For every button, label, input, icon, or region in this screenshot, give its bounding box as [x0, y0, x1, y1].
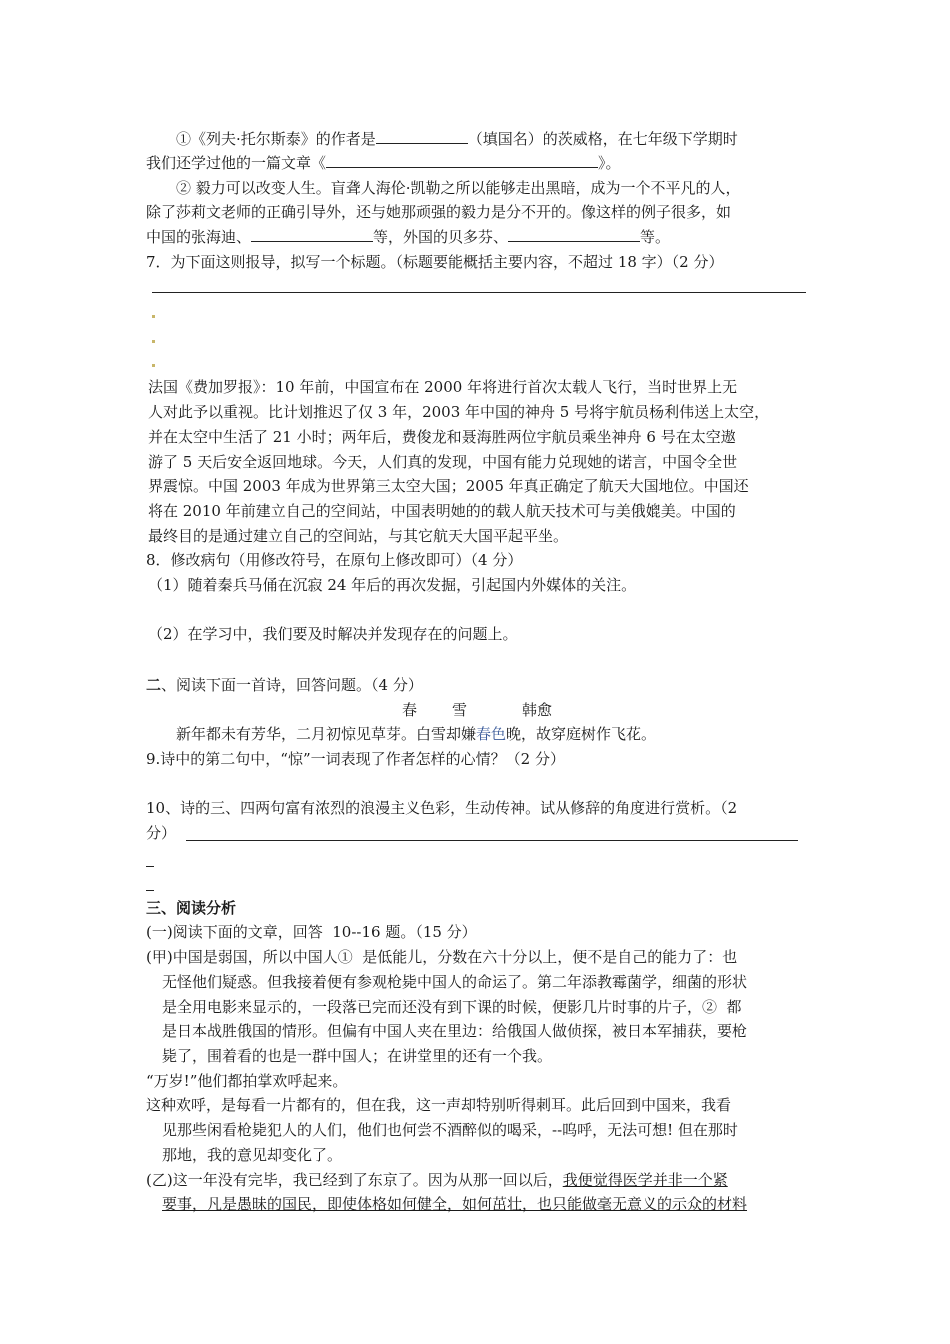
q9-text: 9.诗中的第二句中，“惊”一词表现了作者怎样的心情？（2 分）: [146, 750, 565, 768]
q10-text: 10、诗的三、四两句富有浓烈的浪漫主义色彩，生动传神。试从修辞的角度进行赏析。（2: [146, 799, 738, 817]
q6-line-1: ①《列夫·托尔斯泰》的作者是 （填国名）的茨威格，在七年级下学期时: [176, 130, 738, 148]
q7-answer-line[interactable]: [152, 292, 806, 293]
bullet-mark: [152, 315, 155, 318]
passage-jia-line: 是全用电影来显示的，一段落已完而还没有到下课的时候，便影几片时事的片子，② 都: [162, 998, 742, 1016]
passage-cheer-line: 那地，我的意见却变化了。: [162, 1146, 343, 1164]
poem-title-2: 雪: [452, 701, 468, 719]
q6-line-5: 中国的张海迪、 等，外国的贝多芬、 等。: [146, 228, 671, 246]
q6-line-3: ② 毅力可以改变人生。盲聋人海伦·凯勒之所以能够走出黑暗，成为一个不平凡的人，: [176, 179, 741, 197]
poem-title-1: 春: [402, 701, 418, 719]
passage-yi-line-underlined: 要事，凡是愚昧的国民，即使体格如何健全，如何茁壮，也只能做毫无意义的示众的材料: [162, 1195, 748, 1213]
answer-blank-article[interactable]: [326, 153, 598, 168]
q7-title: 7．为下面这则报导，拟写一个标题。（标题要能概括主要内容，不超过 18 字）（2 分）: [146, 253, 724, 271]
passage-cheer-line: 见那些闲看枪毙犯人的人们，他们也何尝不酒醉似的喝采，--呜呼，无法可想! 但在那时: [162, 1121, 738, 1139]
poem-text: 新年都未有芳华，二月初惊见草芽。白雪却嫌春色晚，故穿庭树作飞花。: [176, 725, 657, 743]
report-line: 将在 2010 年前建立自己的空间站，中国表明她的的载人航天技术可与美俄媲美。中国的: [148, 502, 736, 520]
passage-wansui: “万岁!”他们都拍掌欢呼起来。: [146, 1072, 348, 1090]
passage-jia-line: 无怪他们疑惑。但我接着便有参观枪毙中国人的命运了。第二年添教霉菌学，细菌的形状: [162, 973, 748, 991]
bullet-mark: [152, 340, 155, 343]
section-3-heading: 三、阅读分析: [146, 899, 237, 917]
report-line: 界震惊。中国 2003 年成为世界第三太空大国；2005 年真正确定了航天大国地位。中国还: [148, 477, 749, 495]
answer-dash: [146, 866, 154, 867]
passage-yi-line: (乙)这一年没有完毕，我已经到了东京了。因为从那一回以后，我便觉得医学并非一个紧: [146, 1171, 728, 1189]
q10-text-cont: 分）: [146, 824, 177, 842]
section-2-heading: 二、阅读下面一首诗，回答问题。（4 分）: [146, 676, 423, 694]
bullet-mark: [152, 364, 155, 367]
passage-jia-line: 是日本战胜俄国的情形。但偏有中国人夹在里边：给俄国人做侦探，被日本军捕获，要枪: [162, 1022, 748, 1040]
q8-sentence-2: （2）在学习中，我们要及时解决并发现存在的问题上。: [148, 625, 518, 643]
answer-blank-foreign-example[interactable]: [508, 227, 640, 242]
section-3-subheading: (一)阅读下面的文章，回答 10--16 题。（15 分）: [146, 923, 477, 941]
passage-jia-line: (甲)中国是弱国，所以中国人① 是低能儿，分数在六十分以上，便不是自己的能力了：也: [146, 948, 738, 966]
answer-blank-country[interactable]: [376, 129, 468, 144]
q10-answer-line[interactable]: [186, 840, 798, 841]
report-line: 法国《费加罗报》：10 年前，中国宣布在 2000 年将进行首次太载人飞行，当时世界上无: [148, 378, 738, 396]
q6-line-2: 我们还学过他的一篇文章《 》。: [146, 154, 621, 172]
report-line: 最终目的是通过建立自己的空间站，与其它航天大国平起平坐。: [148, 527, 569, 545]
poem-author: 韩愈: [522, 701, 553, 719]
report-line: 游了 5 天后安全返回地球。今天，人们真的发现，中国有能力兑现她的诺言，中国令全世: [148, 453, 738, 471]
report-line: 人对此予以重视。比计划推迟了仅 3 年，2003 年中国的神舟 5 号将宇航员杨利伟送上太空，: [148, 403, 770, 421]
passage-cheer-line: 这种欢呼，是每看一片都有的，但在我，这一声却特别听得刺耳。此后回到中国来，我看: [146, 1096, 732, 1114]
answer-blank-chinese-example[interactable]: [251, 227, 373, 242]
report-line: 并在太空中生活了 21 小时；两年后，费俊龙和聂海胜两位宇航员乘坐神舟 6 号在太空遨: [148, 428, 736, 446]
answer-dash: [146, 890, 154, 891]
q8-sentence-1: （1）随着秦兵马俑在沉寂 24 年后的再次发掘，引起国内外媒体的关注。: [148, 576, 637, 594]
q6-line-4: 除了莎莉文老师的正确引导外，还与她那顽强的毅力是分不开的。像这样的例子很多，如: [146, 203, 732, 221]
q8-title: 8．修改病句（用修改符号，在原句上修改即可）（4 分）: [146, 551, 523, 569]
passage-jia-line: 毙了，围着看的也是一群中国人；在讲堂里的还有一个我。: [162, 1047, 553, 1065]
